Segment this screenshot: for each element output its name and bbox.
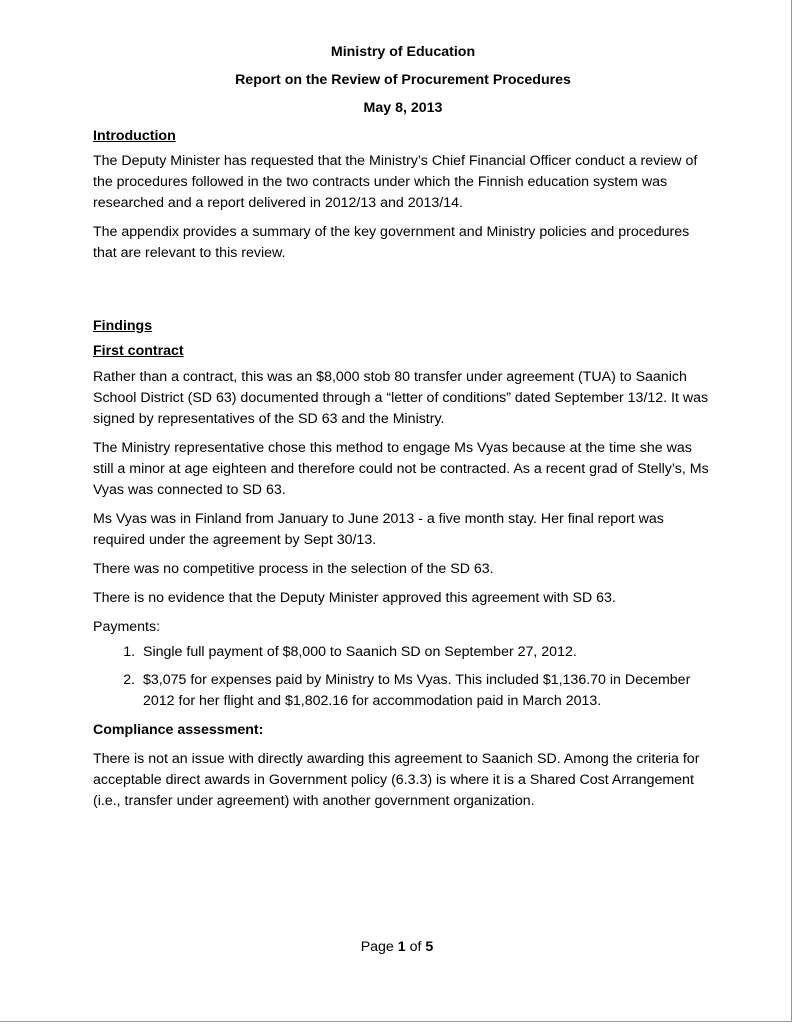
page-footer xyxy=(0,939,794,955)
introduction-heading: Introduction xyxy=(93,128,176,144)
of-word: of xyxy=(409,939,422,955)
introduction-paragraph-2: The appendix provides a summary of the key government and Ministry policies and procedures that are relevant to this review. xyxy=(93,224,690,261)
findings-paragraph-4: There was no competitive process in the selection of the SD 63. xyxy=(93,561,494,577)
first-contract-heading: First contract xyxy=(93,343,184,359)
compliance-paragraph: There is not an issue with directly awarding this agreement to Saanich SD. Among the criteria for acceptable direct awards in Government policy (6.3.3) is where it is a Shared Cost Arrangement (i.e., transfer under agreement) with another government organization. xyxy=(93,751,700,809)
page-word: Page xyxy=(360,939,394,955)
findings-heading: Findings xyxy=(93,318,153,334)
report-title: Report on the Review of Procurement Procedures xyxy=(235,72,571,88)
findings-paragraph-5: There is no evidence that the Deputy Minister approved this agreement with SD 63. xyxy=(93,590,616,606)
page-number: 1 xyxy=(397,939,406,955)
findings-paragraph-3: Ms Vyas was in Finland from January to June 2013 - a five month stay. Her final report was required under the agreement by Sept 30/13. xyxy=(93,511,664,548)
report-date: May 8, 2013 xyxy=(363,100,443,116)
payment-item: 2. $3,075 for expenses paid by Ministry to Ms Vyas. This included $1,136.70 in December 2012 for her flight and $1,802.16 for accommodation paid in March 2013. xyxy=(139,670,713,712)
compliance-heading: Compliance assessment: xyxy=(93,722,264,738)
payments-list xyxy=(93,642,713,712)
ministry-title: Ministry of Education xyxy=(330,44,476,60)
page-total: 5 xyxy=(425,939,434,955)
findings-paragraph-1: Rather than a contract, this was an $8,000 stob 80 transfer under agreement (TUA) to Saanich School District (SD 63) documented through a “letter of conditions” dated September 13/12. It was signed by representatives of the SD 63 and the Ministry. xyxy=(93,369,709,427)
introduction-paragraph-1: The Deputy Minister has requested that the Ministry’s Chief Financial Officer conduct a review of the procedures followed in the two contracts under which the Finnish education system was researched and a report delivered in 2012/13 and 2013/14. xyxy=(93,153,698,211)
payment-item: 1. Single full payment of $8,000 to Saanich SD on September 27, 2012. xyxy=(139,642,713,663)
document-body xyxy=(93,42,713,820)
document-header xyxy=(93,42,713,119)
payments-label: Payments: xyxy=(93,619,161,635)
findings-paragraph-2: The Ministry representative chose this method to engage Ms Vyas because at the time she was still a minor at age eighteen and therefore could not be contracted. As a recent grad of Stelly’s, Ms Vyas was connected to SD 63. xyxy=(93,440,709,498)
section-spacer xyxy=(93,272,713,316)
